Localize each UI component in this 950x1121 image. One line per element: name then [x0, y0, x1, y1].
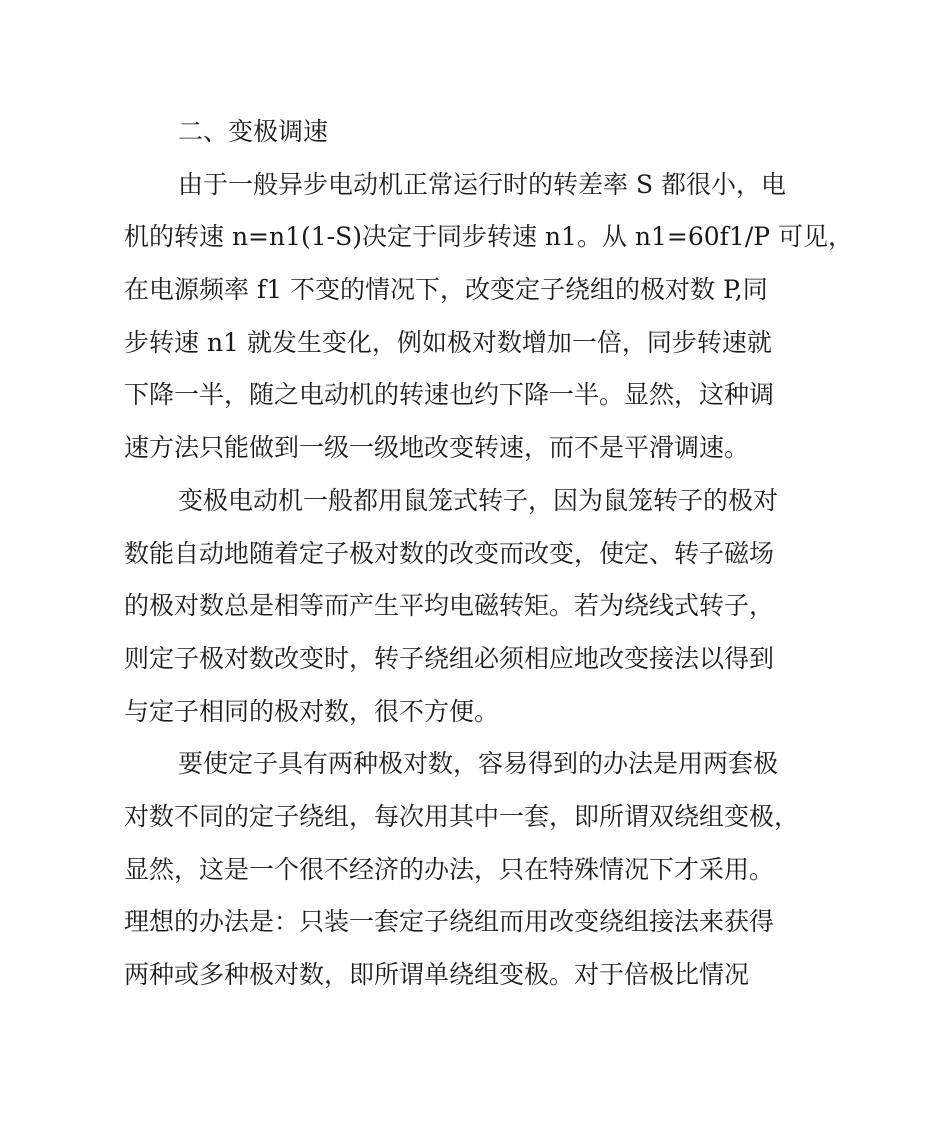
section-heading: 二、变极调速 — [178, 117, 329, 146]
paragraph-line: 速方法只能做到一级一级地改变转速，而不是平滑调速。 — [124, 433, 750, 463]
paragraph-line: 显然，这是一个很不经济的办法，只在特殊情况下才采用。 — [124, 854, 775, 884]
paragraph-line: 与定子相同的极对数，很不方便。 — [124, 696, 500, 726]
paragraph-line: 的极对数总是相等而产生平均电磁转矩。若为绕线式转子， — [124, 591, 775, 621]
paragraph-line: 理想的办法是：只装一套定子绕组而用改变绕组接法来获得 — [124, 907, 775, 937]
paragraph-line: 则定子极对数改变时，转子绕组必须相应地改变接法以得到 — [124, 643, 775, 673]
paragraph-line: 变极电动机一般都用鼠笼式转子，因为鼠笼转子的极对 — [178, 485, 779, 515]
paragraph-line: 在电源频率 f1 不变的情况下，改变定子绕组的极对数 P,同 — [124, 275, 768, 305]
paragraph-line: 下降一半，随之电动机的转速也约下降一半。显然，这种调 — [124, 380, 775, 410]
paragraph-line: 步转速 n1 就发生变化，例如极对数增加一倍，同步转速就 — [124, 327, 772, 357]
paragraph-line: 由于一般异步电动机正常运行时的转差率 S 都很小，电 — [178, 169, 787, 199]
paragraph-line: 数能自动地随着定子极对数的改变而改变，使定、转子磁场 — [124, 538, 775, 568]
body-text — [124, 106, 854, 1002]
paragraph-line: 对数不同的定子绕组，每次用其中一套，即所谓双绕组变极， — [124, 801, 800, 831]
paragraph-line: 要使定子具有两种极对数，容易得到的办法是用两套极 — [178, 749, 779, 779]
paragraph-line: 两种或多种极对数，即所谓单绕组变极。对于倍极比情况 — [124, 960, 750, 989]
paragraph-line: 机的转速 n=n1(1-S)决定于同步转速 n1。从 n1=60f1/P 可见， — [124, 222, 854, 252]
